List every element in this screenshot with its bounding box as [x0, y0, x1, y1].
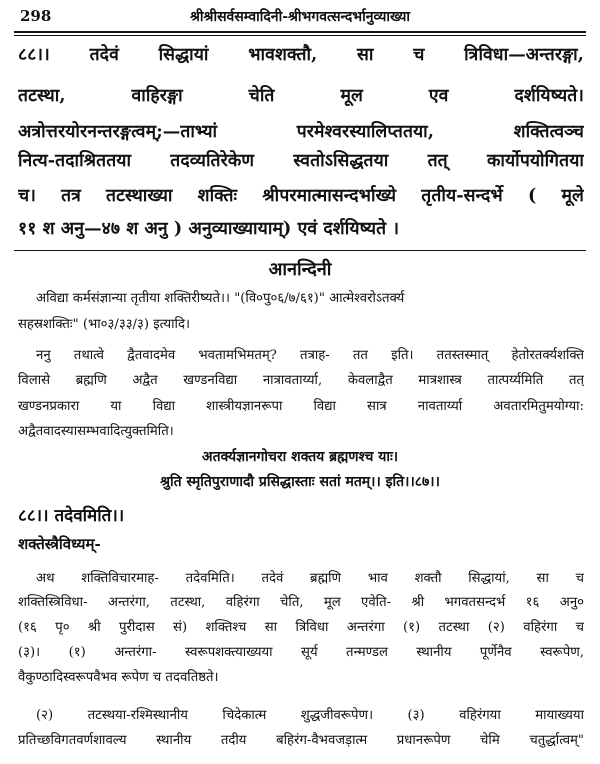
- commentary-line: (२) तटस्थया-रश्मिस्थानीय चिदेकात्म शुद्धजीवरूपेण। (३) वहिरंगया मायाख्यया: [36, 708, 584, 723]
- page-header: [14, 0, 586, 30]
- commentary-line: अथ शक्तिविचारमाह- तदेवमिति। तदेवं ब्रह्मणि भाव शक्तौ सिद्धायां, सा च: [36, 571, 584, 586]
- header-rule-thin: [14, 35, 586, 36]
- commentary-line: ननु तथात्वे द्वैतवादमेव भवतामभिमतम्? तत्राह- तत इति। ततस्तस्मात् हेतोरतर्क्यशक्ति: [36, 348, 584, 363]
- main-text-line: ११ श अनु—४७ श अनु ) अनुव्याख्यायाम्) एवं दर्शयिष्यते ।: [18, 219, 400, 239]
- commentary-title: आनन्दिनी: [268, 259, 332, 280]
- main-text-line: च। तत्र तटस्थाख्या शक्तिः श्रीपरमात्मासन्दर्भाख्ये तृतीय-सन्दर्भे ( मूले: [18, 186, 584, 206]
- commentary-line: शक्तिस्त्रिविधा- अन्तरंगा, तटस्था, वहिरंगा चेति, मूल एवेति- श्री भगवतसन्दर्भ १६ अनु०: [18, 595, 584, 610]
- verse-line: श्रुति स्मृतिपुराणादौ प्रसिद्धास्ताः सतां मतम्।। इति।।८७।।: [160, 474, 440, 490]
- main-text-line: तटस्था, वाहिरङ्गा चेति मूल एव दर्शयिष्यते।: [18, 86, 584, 106]
- commentary-line: खण्डनप्रकारा या विद्या शास्त्रीयज्ञानरूपा विद्या सात्र नावतार्य्या अवतारमितुमयोग्या:: [18, 399, 584, 414]
- commentary-line: (३)। (१) अन्तरंगा- स्वरूपशक्त्याख्यया सूर्य तन्मण्डल स्थानीय पूर्णेनैव स्वरूपेण,: [18, 645, 584, 660]
- verse-line: अतर्क्यज्ञानगोचरा शक्तय ब्रह्मणश्च याः।: [201, 449, 399, 465]
- commentary-line: प्रतिच्छविगतवर्णशावल्य स्थानीय तदीय बहिरंग-वैभवजड़ात्म प्रधानरूपेण चेमि चतुर्द्धात्वम्": [18, 733, 584, 748]
- sutra-reference: ८८।। तदेवमिति।।: [18, 506, 125, 526]
- running-title: श्रीश्रीसर्वसम्वादिनी-श्रीभगवत्सन्दर्भानुव्याख्या: [190, 9, 410, 25]
- main-text-line: अत्रोत्तरयोरनन्तरङ्गत्वम्;—ताभ्यां परमेश्वरस्यालिप्ततया, शक्तित्वञ्च: [18, 122, 584, 142]
- commentary-line: (१६ पृ० श्री पुरीदास सं) शक्तिश्च सा त्रिविधा अन्तरंगा (१) तटस्था (२) वहिरंगा च: [18, 620, 584, 635]
- commentary-line: अद्वैतवादस्यासम्भवादित्युक्तमिति।: [18, 424, 174, 439]
- commentary-line: वैकुण्ठादिस्वरूपवैभव रूपेण च तदवतिष्ठते।: [18, 670, 219, 685]
- section-divider: [14, 250, 586, 251]
- header-rule: [14, 31, 586, 33]
- page-number: 298: [20, 7, 52, 25]
- main-text-line: ८८।। तदेवं सिद्धायां भावशक्तौ, सा च त्रिविधा—अन्तरङ्गा,: [18, 45, 584, 65]
- main-text-line: नित्य-तदाश्रिततया तदव्यतिरेकेण स्वतोऽसिद्धतया तत् कार्योपयोगितया: [18, 151, 584, 171]
- commentary-line: अविद्या कर्मसंज्ञान्या तृतीया शक्तिरीष्यते।। "(वि०पु०६/७/६१)" आत्मेश्वरोऽतर्क्य: [36, 291, 405, 306]
- commentary-line: विलासे ब्रह्मणि अद्वैत खण्डनविद्या नात्रावतार्य्या, केवलाद्वैत मात्रशास्त्र तात्पर्य्यमिति तत्: [18, 373, 584, 388]
- subheading: शक्तेस्त्रैविध्यम्-: [18, 535, 101, 553]
- commentary-line: सहस्रशक्तिः" (भा०३/३३/३) इत्यादि।: [18, 317, 190, 332]
